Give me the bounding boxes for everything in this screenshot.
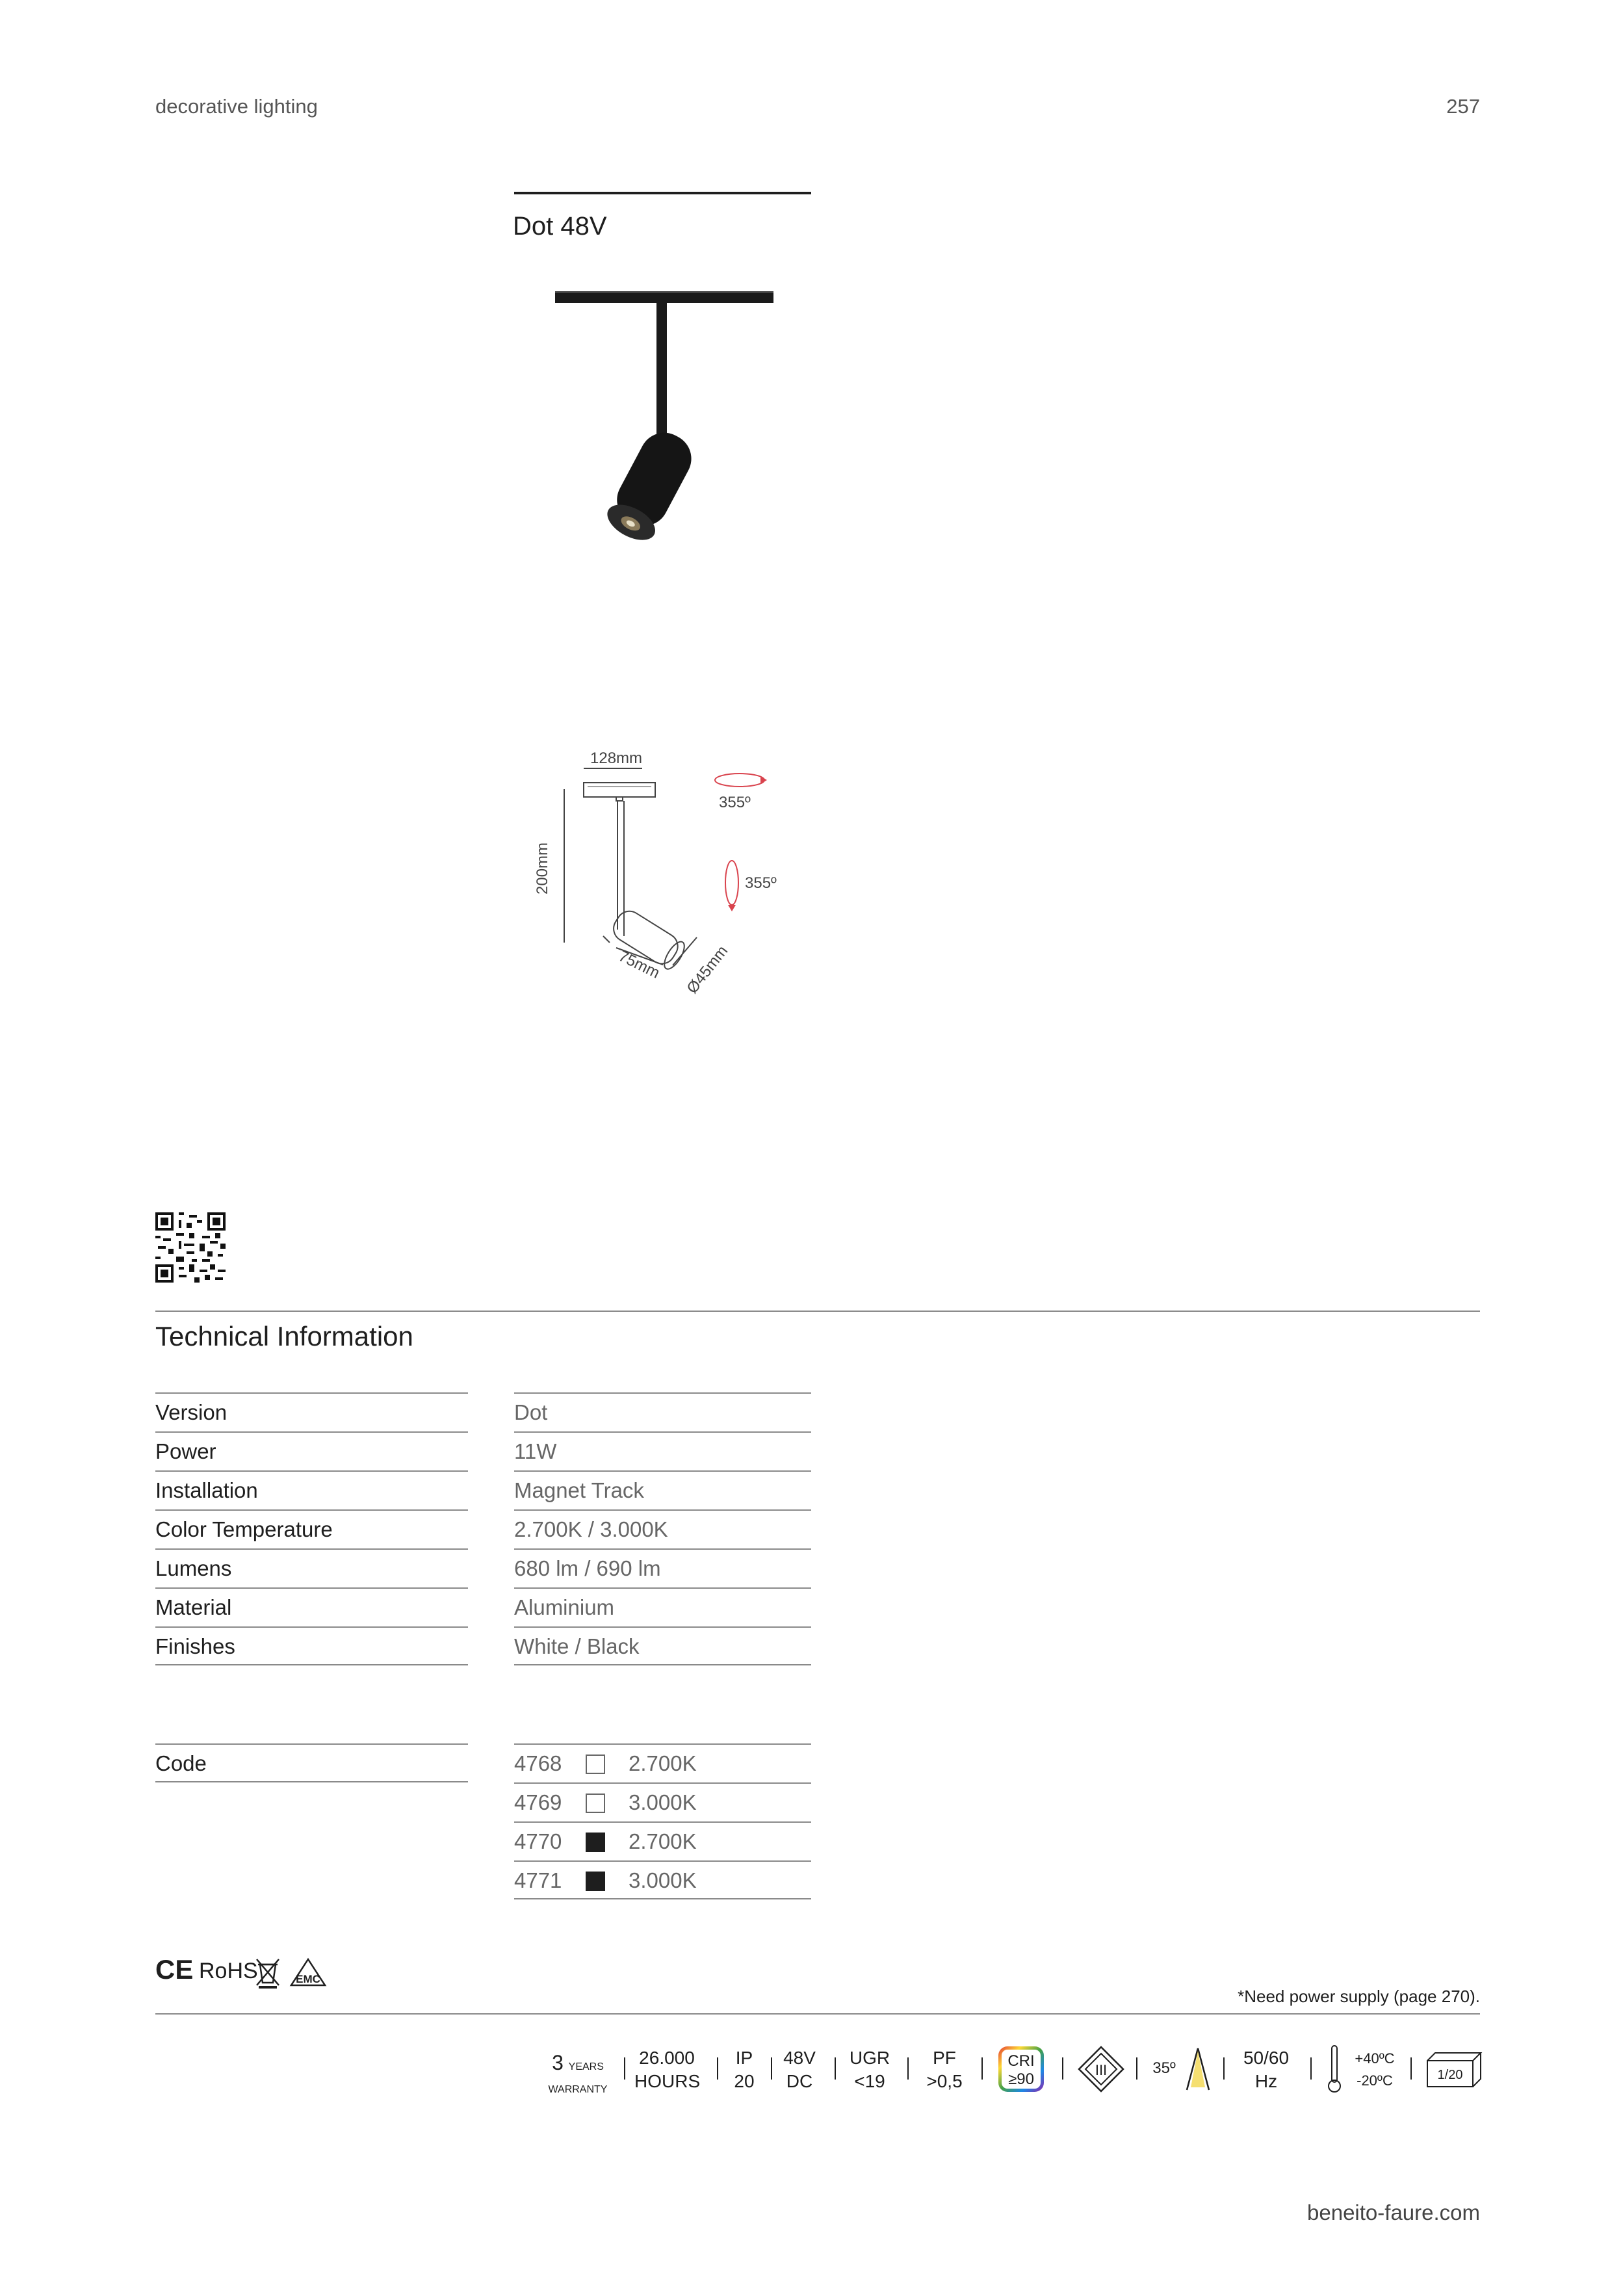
- temperature-range: [1345, 2048, 1404, 2092]
- cri-value: ≥90: [1008, 2070, 1034, 2088]
- voltage-rating: [780, 2046, 819, 2093]
- page-category: decorative lighting: [155, 95, 318, 118]
- separator: [1410, 2057, 1412, 2080]
- power-factor: [916, 2046, 972, 2093]
- spec-value-color-temperature: 2.700K / 3.000K: [514, 1509, 811, 1548]
- code-row: [514, 1782, 811, 1821]
- finish-white-swatch: [586, 1755, 605, 1774]
- code-number: 4770: [514, 1829, 562, 1853]
- product-image: [546, 286, 780, 559]
- spec-label-color-temperature: Color Temperature: [155, 1509, 468, 1548]
- spec-value-version: Dot: [514, 1392, 811, 1431]
- temp-min: -20ºC: [1357, 2072, 1393, 2089]
- spec-label-lumens: Lumens: [155, 1548, 468, 1587]
- warranty-number: 3: [552, 2051, 564, 2074]
- frequency-rating: [1234, 2046, 1299, 2093]
- code-temperature: 2.700K: [629, 1829, 697, 1853]
- class-label: III: [1095, 2062, 1108, 2078]
- warranty-word: WARRANTY: [548, 2084, 608, 2095]
- separator: [907, 2057, 909, 2080]
- spec-label-power: Power: [155, 1431, 468, 1470]
- spec-value-finishes: White / Black: [514, 1626, 811, 1665]
- power-supply-note: *Need power supply (page 270).: [1238, 1987, 1480, 2006]
- product-title: Dot 48V: [513, 212, 607, 241]
- code-temperature: 3.000K: [629, 1790, 697, 1814]
- separator: [1062, 2057, 1063, 2080]
- spec-label-finishes: Finishes: [155, 1626, 468, 1665]
- beam-angle-icon: [1182, 2044, 1214, 2094]
- ip-label: IP: [735, 2048, 753, 2068]
- code-number: 4771: [514, 1868, 562, 1892]
- rotation-horizontal-label: 355º: [719, 794, 751, 811]
- packaging-label: 1/20: [1437, 2068, 1463, 2082]
- code-row: [514, 1821, 811, 1860]
- code-row: [514, 1860, 811, 1899]
- spec-value-power: 11W: [514, 1431, 811, 1470]
- class-iii-icon: [1076, 2044, 1126, 2094]
- rotation-vertical-icon: [725, 861, 738, 911]
- length-dimension: 75mm: [616, 947, 663, 982]
- dimension-drawing: [533, 741, 793, 1001]
- spec-value-lumens: 680 lm / 690 lm: [514, 1548, 811, 1587]
- spec-value-installation: Magnet Track: [514, 1470, 811, 1509]
- thermometer-icon: [1326, 2044, 1343, 2094]
- website-link[interactable]: beneito-faure.com: [1307, 2200, 1480, 2224]
- ip-value: 20: [734, 2071, 755, 2091]
- hours-value: 26.000: [639, 2048, 695, 2068]
- ugr-label: UGR: [849, 2048, 890, 2068]
- separator: [1223, 2057, 1225, 2080]
- finish-white-swatch: [586, 1794, 605, 1813]
- section-title: Technical Information: [155, 1321, 413, 1351]
- temp-max: +40ºC: [1355, 2050, 1395, 2067]
- ugr-rating: [844, 2046, 896, 2093]
- separator: [624, 2057, 625, 2080]
- separator: [981, 2057, 983, 2080]
- packaging-box-icon: [1425, 2048, 1483, 2091]
- rohs-mark: RoHS: [199, 1959, 258, 1983]
- voltage-value: 48V: [783, 2048, 816, 2068]
- emc-mark-icon: [289, 1957, 328, 1988]
- diameter-dimension: Ø45mm: [683, 942, 732, 997]
- rotation-horizontal-icon: [715, 774, 767, 787]
- title-rule: [514, 192, 811, 194]
- pf-value: >0,5: [926, 2071, 963, 2091]
- finish-black-swatch: [586, 1872, 605, 1891]
- separator: [835, 2057, 836, 2080]
- page-number: 257: [1446, 95, 1480, 118]
- weee-bin-icon: [255, 1957, 281, 1989]
- ugr-value: <19: [854, 2071, 885, 2091]
- spec-value-material: Aluminium: [514, 1587, 811, 1626]
- rotation-vertical-label: 355º: [745, 874, 777, 892]
- warranty-years: YEARS: [568, 2061, 604, 2072]
- bottom-rule: [155, 2013, 1480, 2015]
- pf-label: PF: [933, 2048, 956, 2068]
- current-type: DC: [786, 2071, 813, 2091]
- spec-label-version: Version: [155, 1392, 468, 1431]
- code-number: 4768: [514, 1751, 562, 1775]
- cri-label: CRI: [1007, 2052, 1035, 2070]
- separator: [1310, 2057, 1312, 2080]
- separator: [771, 2057, 772, 2080]
- beam-angle-label: 35º: [1152, 2059, 1176, 2077]
- finish-black-swatch: [586, 1833, 605, 1852]
- separator: [1136, 2057, 1137, 2080]
- code-row: [514, 1743, 811, 1782]
- separator: [717, 2057, 718, 2080]
- lifetime-hours: [634, 2046, 699, 2093]
- cri-badge-icon: [998, 2046, 1044, 2092]
- width-dimension: 128mm: [590, 750, 643, 767]
- code-label: Code: [155, 1743, 468, 1782]
- code-temperature: 3.000K: [629, 1868, 697, 1892]
- spec-label-material: Material: [155, 1587, 468, 1626]
- emc-mark-label: EMC: [296, 1973, 320, 1985]
- qr-code[interactable]: [155, 1212, 226, 1283]
- ce-mark: CE: [155, 1954, 194, 1985]
- ip-rating: [728, 2046, 760, 2093]
- code-temperature: 2.700K: [629, 1751, 697, 1775]
- height-dimension: 200mm: [534, 842, 551, 894]
- warranty-badge: [547, 2053, 608, 2100]
- code-number: 4769: [514, 1790, 562, 1814]
- frequency-unit: Hz: [1254, 2071, 1278, 2091]
- section-rule: [155, 1311, 1480, 1312]
- hours-label: HOURS: [634, 2071, 701, 2091]
- frequency-value: 50/60: [1243, 2048, 1290, 2068]
- spec-label-installation: Installation: [155, 1470, 468, 1509]
